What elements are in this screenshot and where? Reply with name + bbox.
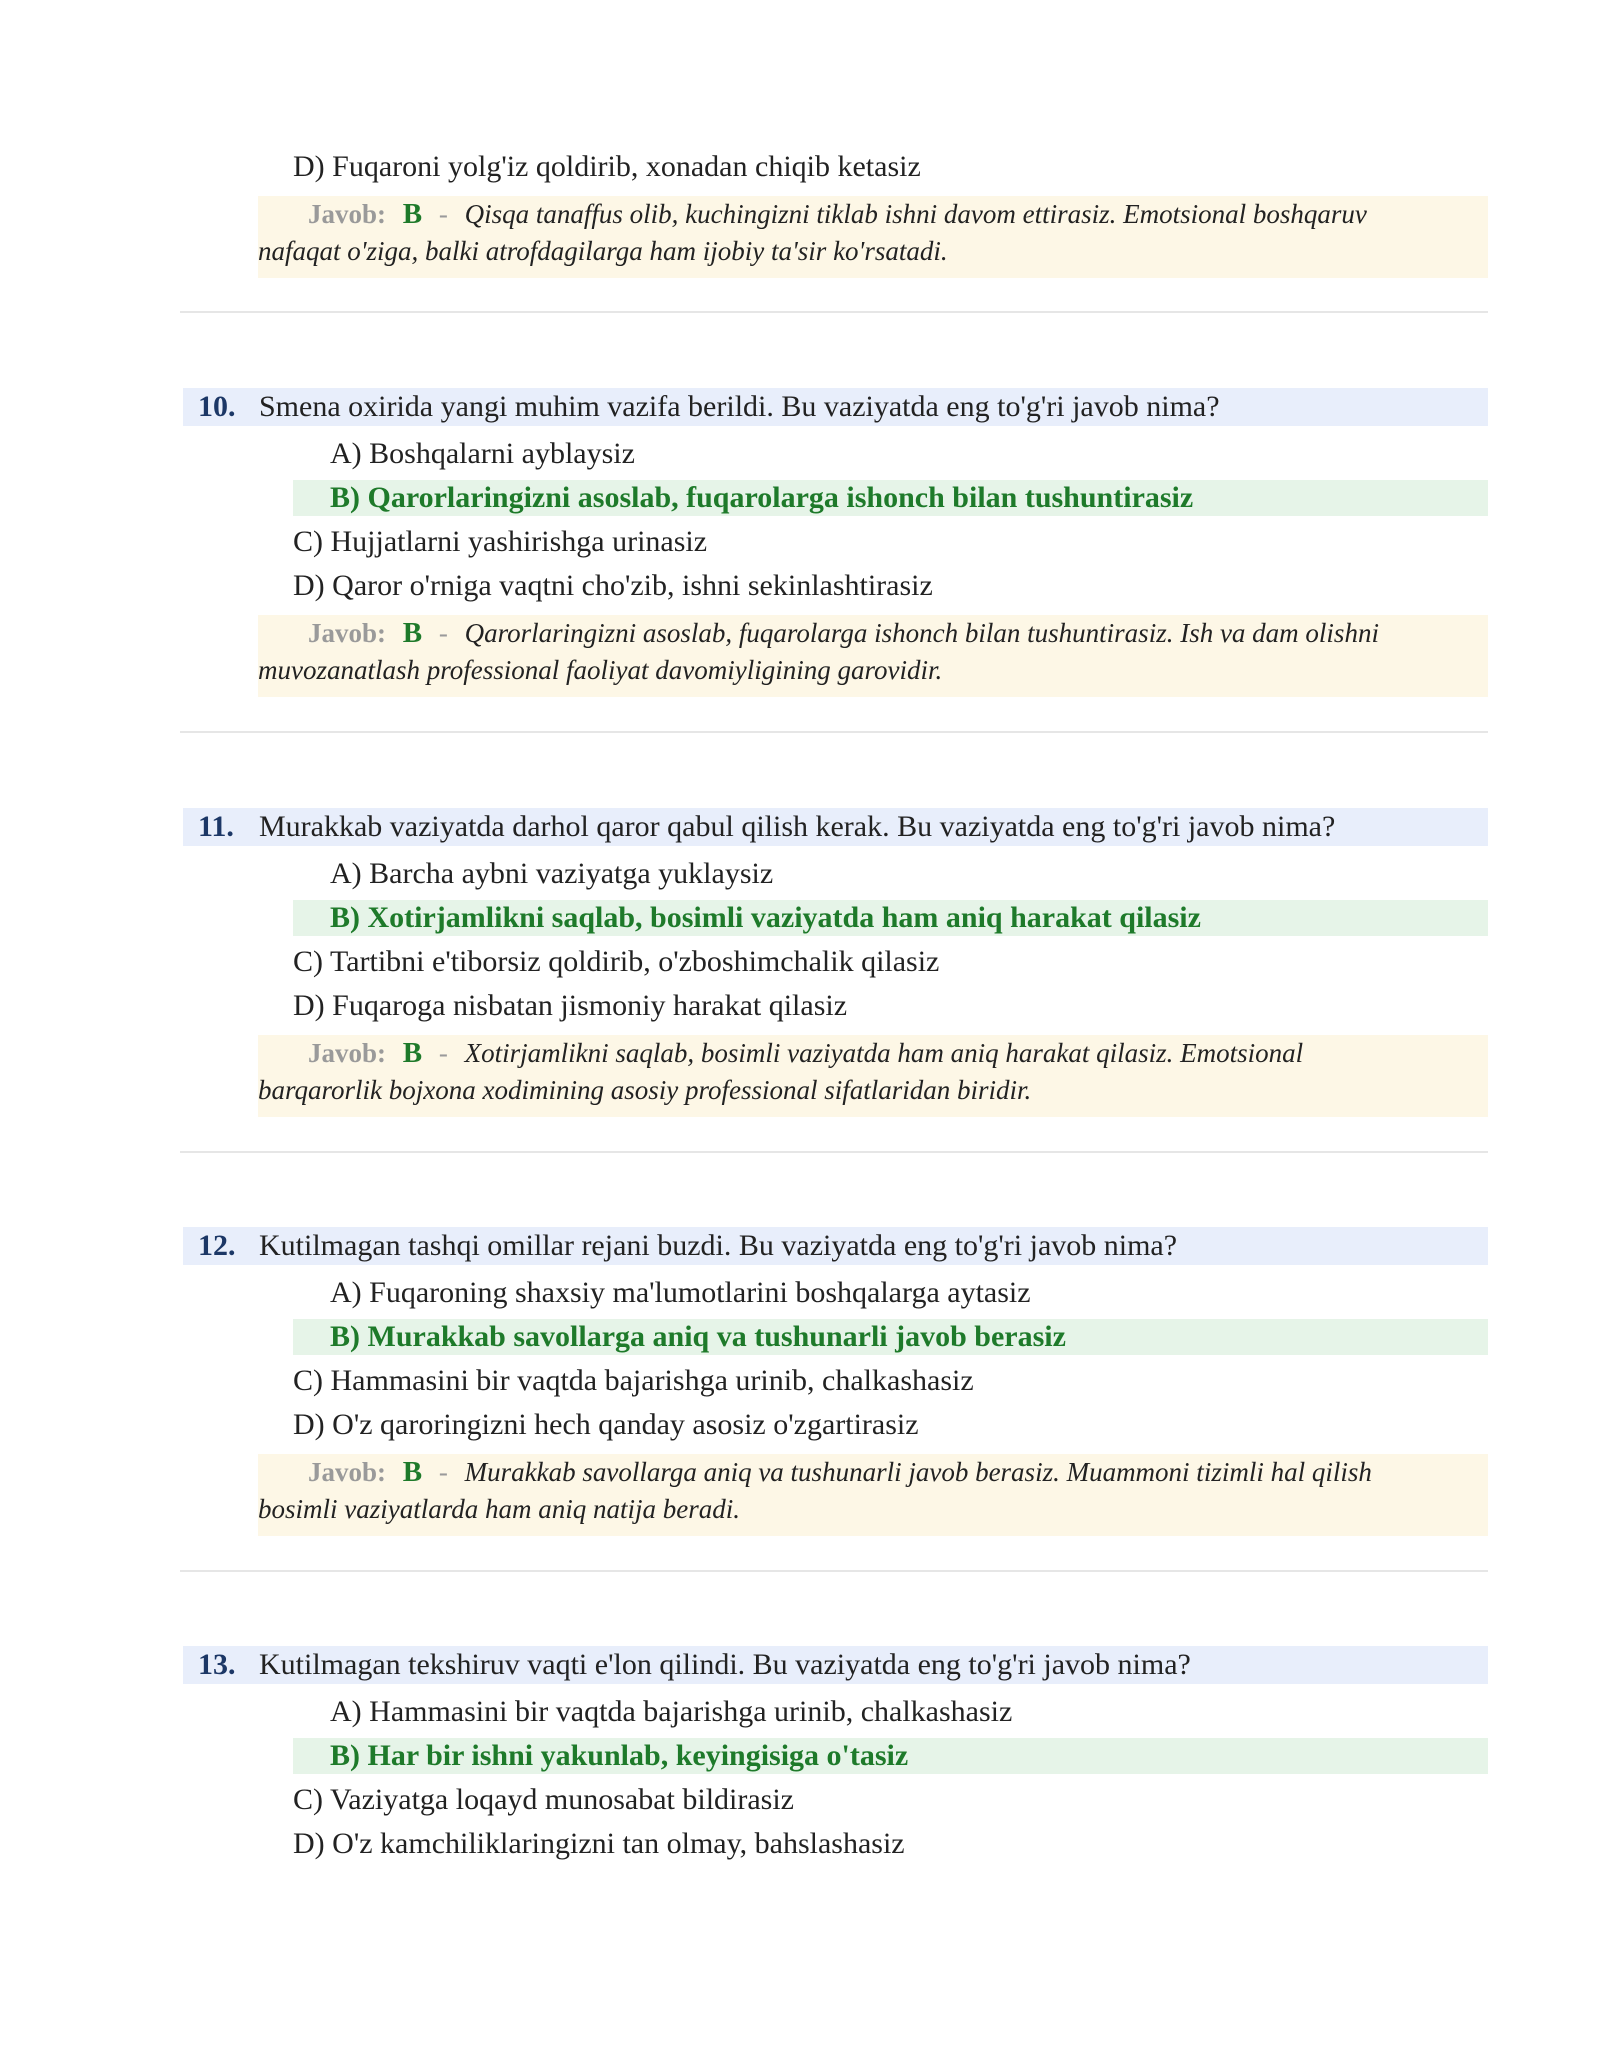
answer-label: Javob: — [308, 1457, 387, 1487]
answer-dash: - — [438, 1457, 448, 1487]
option-a: A) Barcha aybni vaziyatga yuklaysiz — [330, 857, 774, 890]
answer-dash: - — [438, 618, 448, 648]
option-a: A) Fuqaroning shaxsiy ma'lumotlarini boshqalarga aytasiz — [330, 1276, 1031, 1309]
answer-line-1 — [258, 196, 1488, 233]
option-b-correct: B) Xotirjamlikni saqlab, bosimli vaziyatda ham aniq harakat qilasiz — [293, 900, 1488, 936]
answer-explanation-1: Qarorlaringizni asoslab, fuqarolarga ishonch bilan tushuntirasiz. Ish va dam olishni — [464, 618, 1379, 648]
answer-explanation-1: Xotirjamlikni saqlab, bosimli vaziyatda ham aniq harakat qilasiz. Emotsional — [464, 1038, 1304, 1068]
question-text: Smena oxirida yangi muhim vazifa berildi. Bu vaziyatda eng to'g'ri javob nima? — [259, 390, 1220, 423]
question-number: 10. — [198, 390, 236, 423]
option-a: A) Hammasini bir vaqtda bajarishga urinib, chalkashasiz — [330, 1695, 1013, 1728]
answer-dash: - — [438, 199, 448, 229]
answer-label: Javob: — [308, 618, 387, 648]
answer-box — [258, 1035, 1488, 1117]
answer-label: Javob: — [308, 1038, 387, 1068]
answer-box — [258, 196, 1488, 278]
question-header — [183, 1646, 1488, 1684]
answer-explanation-2: muvozanatlash professional faoliyat davomiyligining garovidir. — [258, 655, 943, 685]
answer-label: Javob: — [308, 199, 387, 229]
answer-explanation-2: barqarorlik bojxona xodimining asosiy professional sifatlaridan biridir. — [258, 1075, 1032, 1105]
question-text: Kutilmagan tashqi omillar rejani buzdi. Bu vaziyatda eng to'g'ri javob nima? — [259, 1229, 1178, 1262]
question-text: Murakkab vaziyatda darhol qaror qabul qilish kerak. Bu vaziyatda eng to'g'ri javob nima? — [259, 810, 1336, 843]
answer-letter: B — [402, 198, 423, 230]
answer-explanation-1: Qisqa tanaffus olib, kuchingizni tiklab ishni davom ettirasiz. Emotsional boshqaruv — [464, 199, 1367, 229]
question-number: 13. — [198, 1648, 236, 1681]
answer-letter: B — [402, 617, 423, 649]
question-header — [183, 1227, 1488, 1265]
divider — [180, 311, 1488, 313]
answer-line-1 — [258, 615, 1488, 652]
option-c: C) Hammasini bir vaqtda bajarishga urinib, chalkashasiz — [293, 1364, 974, 1397]
question-number: 12. — [198, 1229, 236, 1262]
answer-line-1 — [258, 1454, 1488, 1491]
option-d: D) O'z kamchiliklaringizni tan olmay, bahslashasiz — [293, 1827, 905, 1860]
question-header — [183, 808, 1488, 846]
answer-explanation-2: bosimli vaziyatlarda ham aniq natija beradi. — [258, 1494, 740, 1524]
question-text: Kutilmagan tekshiruv vaqti e'lon qilindi. Bu vaziyatda eng to'g'ri javob nima? — [259, 1648, 1191, 1681]
option-b-correct: B) Qarorlaringizni asoslab, fuqarolarga ishonch bilan tushuntirasiz — [293, 480, 1488, 516]
option-d: D) Fuqaroga nisbatan jismoniy harakat qilasiz — [293, 989, 848, 1022]
option-b-correct: B) Har bir ishni yakunlab, keyingisiga o'tasiz — [293, 1738, 1488, 1774]
option-c: C) Hujjatlarni yashirishga urinasiz — [293, 525, 708, 558]
divider — [180, 1570, 1488, 1572]
option-d: D) Fuqaroni yolg'iz qoldirib, xonadan chiqib ketasiz — [293, 150, 921, 183]
option-d: D) Qaror o'rniga vaqtni cho'zib, ishni sekinlashtirasiz — [293, 569, 933, 602]
answer-box — [258, 615, 1488, 697]
answer-line-1 — [258, 1035, 1488, 1072]
answer-letter: B — [402, 1037, 423, 1069]
option-c: C) Vaziyatga loqayd munosabat bildirasiz — [293, 1783, 794, 1816]
option-c: C) Tartibni e'tiborsiz qoldirib, o'zboshimchalik qilasiz — [293, 945, 940, 978]
option-a: A) Boshqalarni ayblaysiz — [330, 437, 635, 470]
divider — [180, 1151, 1488, 1153]
question-header — [183, 388, 1488, 426]
answer-explanation-1: Murakkab savollarga aniq va tushunarli javob berasiz. Muammoni tizimli hal qilish — [464, 1457, 1372, 1487]
question-number: 11. — [198, 810, 234, 843]
answer-box — [258, 1454, 1488, 1536]
divider — [180, 731, 1488, 733]
answer-dash: - — [438, 1038, 448, 1068]
answer-explanation-2: nafaqat o'ziga, balki atrofdagilarga ham ijobiy ta'sir ko'rsatadi. — [258, 236, 948, 266]
option-b-correct: B) Murakkab savollarga aniq va tushunarli javob berasiz — [293, 1319, 1488, 1355]
option-d: D) O'z qaroringizni hech qanday asosiz o'zgartirasiz — [293, 1408, 919, 1441]
answer-letter: B — [402, 1456, 423, 1488]
